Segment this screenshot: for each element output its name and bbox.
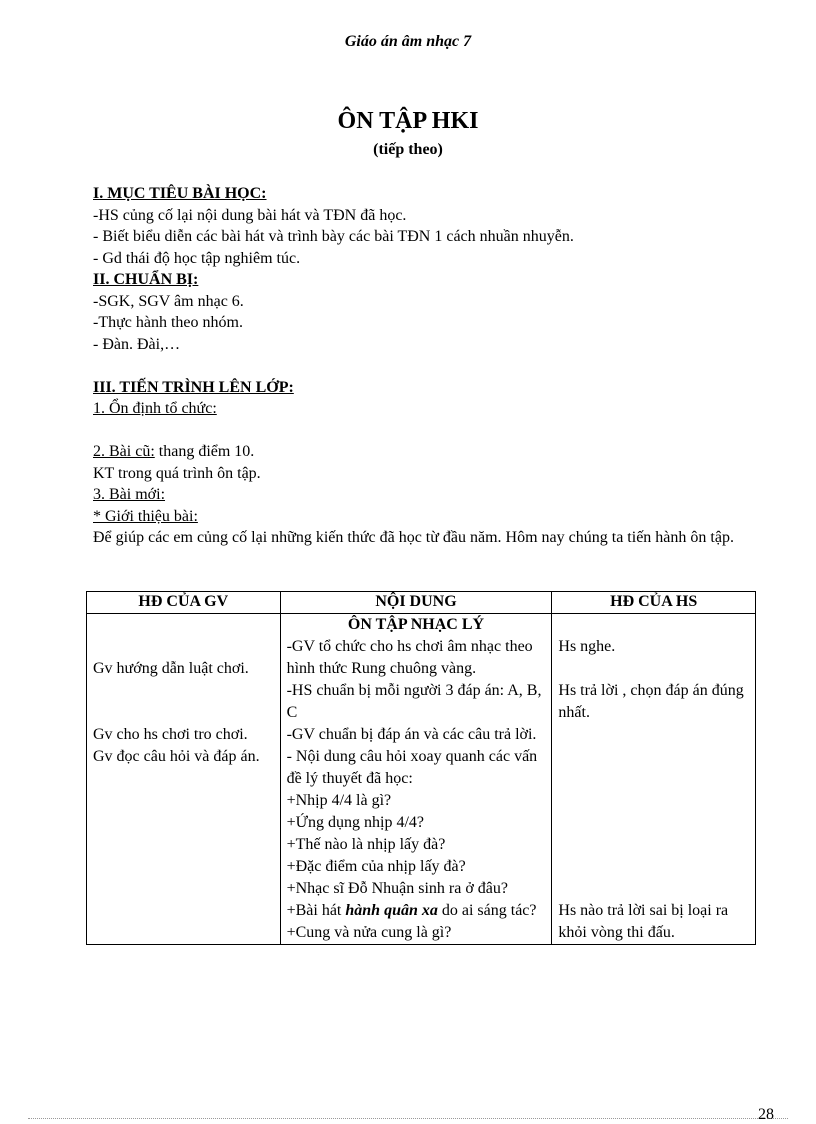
content-line: -GV tổ chức cho hs chơi âm nhạc theo hình thức Rung chuông vàng. [286,638,533,677]
song-name: hành quân xa [345,902,438,919]
step-new-lesson: 3. Bài mới: [93,486,166,503]
content-line: +Cung và nửa cung là gì? [286,924,452,941]
intro-text: Để giúp các em củng cố lại những kiến thức đã học từ đầu năm. Hôm nay chúng ta tiến hành ôn tập. [93,529,734,546]
page-number: 28 [758,1106,774,1123]
step-stabilize: 1. Ổn định tổ chức: [93,400,217,417]
objectives-heading: I. MỤC TIÊU BÀI HỌC: [93,185,267,202]
lesson-body [93,183,763,549]
old-lesson-label: 2. Bài cũ: [93,443,155,460]
content-line: -HS chuẩn bị mỗi người 3 đáp án: A, B, C [286,682,542,721]
content-song-question [287,900,546,922]
content-line: +Nhịp 4/4 là gì? [286,792,392,809]
activity-table [86,591,756,945]
song-prefix: +Bài hát [286,902,346,919]
content-line: +Ứng dụng nhịp 4/4? [286,814,425,831]
header-teacher-activity: HĐ CỦA GV [87,592,281,614]
content-heading: ÔN TẬP NHẠC LÝ [347,616,485,633]
content-cell [280,614,552,945]
intro-label: * Giới thiệu bài: [93,507,198,525]
old-lesson-text: thang điểm 10. [154,443,255,460]
teacher-activity-cell [87,614,281,945]
cell-spacer [558,724,749,900]
content-line: -GV chuẩn bị đáp án và các câu trả lời. [286,726,537,743]
gv-play-game: Gv cho hs chơi tro chơi. [93,726,248,743]
table-header-row [87,592,756,614]
header-student-activity: HĐ CỦA HS [552,592,756,614]
preparation-item: -SGK, SGV âm nhạc 6. [93,292,244,310]
footer-divider [28,1118,788,1119]
cell-spacer [93,680,274,724]
preparation-heading: II. CHUẨN BỊ: [93,271,199,288]
content-line: - Nội dung câu hỏi xoay quanh các vấn đề lý thuyết đã học: [286,748,538,787]
content-line: +Nhạc sĩ Đỗ Nhuận sinh ra ở đâu? [286,880,509,897]
lesson-subtitle: (tiếp theo) [373,141,443,158]
content-line: +Thế nào là nhịp lấy đà? [286,836,446,853]
student-activity-cell [552,614,756,945]
cell-spacer [93,614,274,658]
objective-item: - Gd thái độ học tập nghiêm túc. [93,249,301,267]
lesson-title: ÔN TẬP HKI [337,108,479,134]
objective-item: -HS củng cố lại nội dung bài hát và TĐN đã học. [93,206,407,224]
preparation-item: - Đàn. Đài,… [93,335,181,353]
header-content: NỘI DUNG [280,592,552,614]
process-heading: III. TIẾN TRÌNH LÊN LỚP: [93,378,294,396]
blank-line [93,420,763,442]
cell-spacer [558,614,749,636]
table-row [87,614,756,945]
preparation-item: -Thực hành theo nhóm. [93,314,243,331]
step-old-lesson [93,441,763,463]
hs-answer: Hs trả lời , chọn đáp án đúng nhất. [558,682,744,721]
song-suffix: do ai sáng tác? [437,902,537,919]
content-line: +Đặc điểm của nhịp lấy đà? [286,858,466,875]
objective-item: - Biết biểu diễn các bài hát và trình bày các bài TĐN 1 cách nhuần nhuyễn. [93,228,574,245]
gv-guide-rules: Gv hướng dẫn luật chơi. [93,660,249,677]
blank-line [93,355,763,377]
header-title: Giáo án âm nhạc 7 [344,33,472,50]
old-lesson-check: KT trong quá trình ôn tập. [93,464,261,482]
hs-listen: Hs nghe. [558,638,616,655]
hs-eliminated: Hs nào trả lời sai bị loại ra khỏi vòng thi đấu. [558,902,729,941]
cell-spacer [558,658,749,680]
gv-read-questions: Gv đọc câu hỏi và đáp án. [93,748,260,765]
